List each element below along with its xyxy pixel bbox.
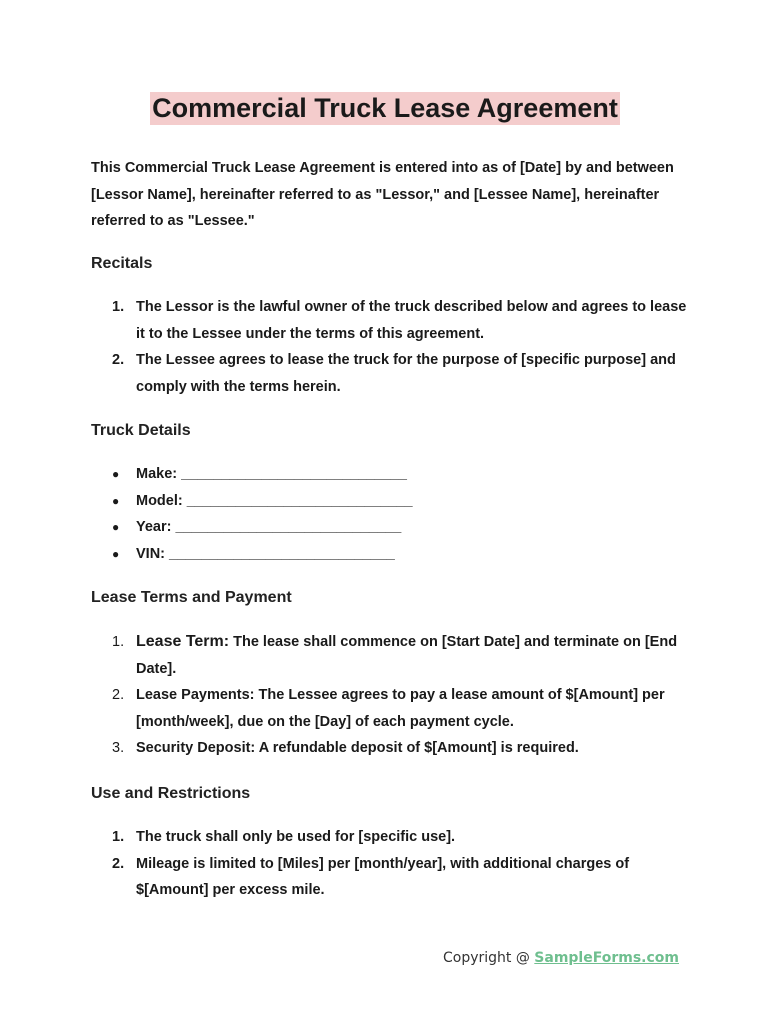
list-item-year bbox=[112, 514, 692, 541]
lease-term-label: Lease Term: bbox=[136, 633, 230, 650]
list-item-make bbox=[112, 461, 692, 488]
lease-payments-text: The Lessee agrees to pay a lease amount of $[Amount] per [month/week], due on the [Day] of each payment cycle. bbox=[136, 687, 665, 730]
lease-term-text: The lease shall commence on [Start Date] and terminate on [End Date]. bbox=[136, 634, 678, 677]
lease-terms-list bbox=[112, 629, 692, 762]
list-item-security-deposit bbox=[112, 735, 692, 762]
list-number: 1. bbox=[112, 299, 125, 315]
list-item-text: The Lessee agrees to lease the truck for the purpose of [specific purpose] and comply with the terms herein. bbox=[136, 352, 676, 395]
list-number: 1. bbox=[112, 829, 125, 845]
list-item-vin bbox=[112, 541, 692, 568]
list-item-model bbox=[112, 488, 692, 515]
list-number: 1. bbox=[112, 634, 125, 650]
list-item bbox=[112, 347, 692, 400]
title-container bbox=[0, 92, 770, 125]
list-item bbox=[112, 824, 692, 851]
bullet-icon: ● bbox=[112, 467, 120, 481]
lease-terms-heading: Lease Terms and Payment bbox=[91, 589, 292, 606]
intro-paragraph: This Commercial Truck Lease Agreement is entered into as of [Date] by and between [Lessor Name], hereinafter referred to as "Lessor," and [Lessee Name], hereinafter referred to as "Lessee." bbox=[91, 160, 674, 229]
bullet-icon: ● bbox=[112, 520, 120, 534]
footer-copyright bbox=[443, 950, 679, 966]
security-deposit-label: Security Deposit: bbox=[136, 740, 256, 756]
bullet-icon: ● bbox=[112, 493, 120, 508]
list-item-text: The Lessor is the lawful owner of the truck described below and agrees to lease it to the Lessee under the terms of this agreement. bbox=[136, 299, 687, 342]
list-item bbox=[112, 851, 692, 904]
recitals-list bbox=[112, 294, 692, 400]
use-restrictions-heading: Use and Restrictions bbox=[91, 785, 251, 802]
list-item-text: Mileage is limited to [Miles] per [month/year], with additional charges of $[Amount] per excess mile. bbox=[136, 855, 630, 898]
list-item bbox=[112, 294, 692, 347]
truck-details-list bbox=[112, 461, 692, 567]
list-number: 2. bbox=[112, 855, 125, 872]
model-field: Model: ____________________________ bbox=[136, 492, 413, 509]
truck-details-heading: Truck Details bbox=[91, 422, 191, 439]
make-field: Make: ____________________________ bbox=[136, 466, 407, 482]
list-item-lease-payments bbox=[112, 682, 692, 735]
lease-payments-label: Lease Payments: bbox=[136, 687, 255, 703]
list-item-text: The truck shall only be used for [specific use]. bbox=[136, 829, 456, 845]
year-field: Year: ____________________________ bbox=[136, 519, 402, 535]
list-number: 2. bbox=[112, 687, 125, 703]
vin-field: VIN: ____________________________ bbox=[136, 545, 395, 562]
use-restrictions-list bbox=[112, 824, 692, 904]
page-title: Commercial Truck Lease Agreement bbox=[152, 93, 618, 123]
security-deposit-text: A refundable deposit of $[Amount] is required. bbox=[255, 740, 579, 756]
copyright-prefix: Copyright @ bbox=[442, 950, 535, 966]
brand-link[interactable]: SampleForms.com bbox=[534, 950, 679, 966]
list-item-lease-term bbox=[112, 629, 692, 682]
recitals-heading: Recitals bbox=[91, 255, 153, 272]
list-number: 3. bbox=[112, 740, 125, 756]
list-number: 2. bbox=[112, 352, 125, 368]
bullet-icon: ● bbox=[112, 546, 120, 561]
